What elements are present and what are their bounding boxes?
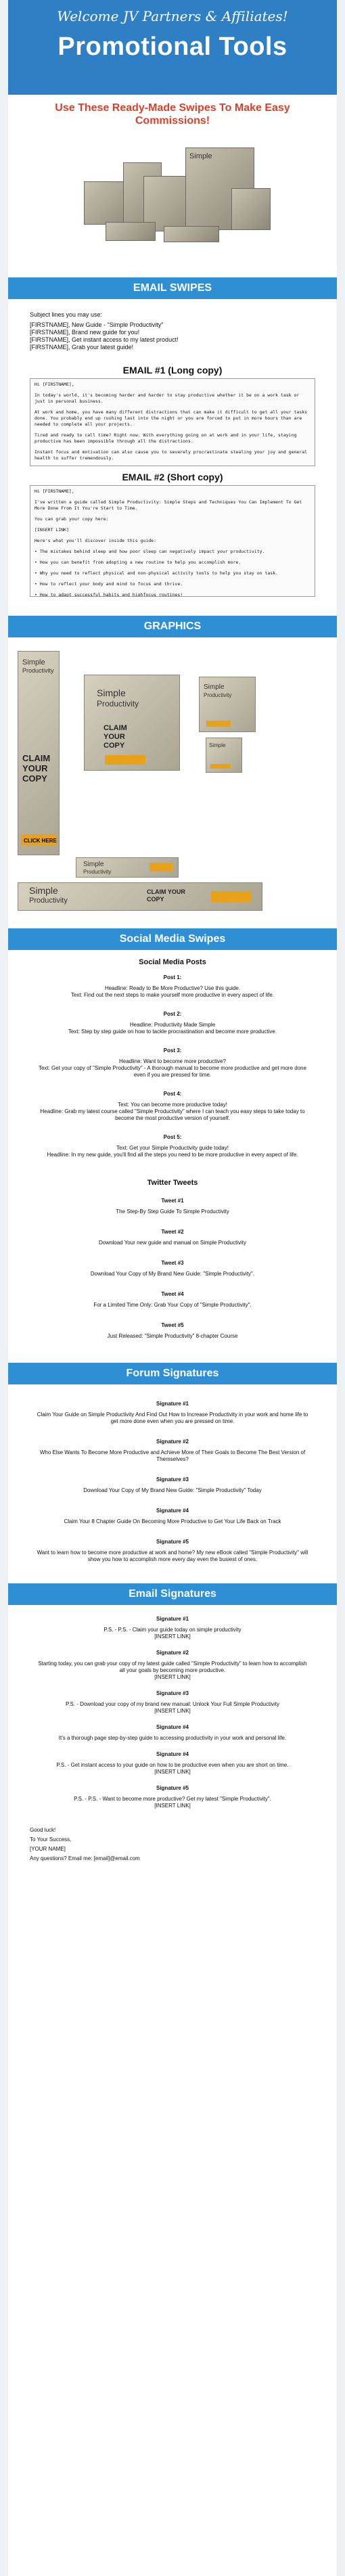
list-item: Signature #4 Claim Your 8 Chapter Guide On Becoming More Productive to Get Your Life Back on Track [64,1508,281,1524]
list-item: Post 3: Headline: Want to become more productive? Text: Get your copy of "Simple Productivity" - A thorough manual to become more productive and get more done even if you are pressed for time. [38,1047,307,1078]
subject-line: [FIRSTNAME], New Guide - "Simple Productivity" [30,321,164,328]
skyscraper-banner[interactable]: Simple Productivity CLAIM YOUR COPY CLICK HERE [18,651,60,855]
list-item: Tweet #2 Download Your new guide and manual on Simple Productivity [99,1229,246,1246]
email2-textarea[interactable]: Hi [FIRSTNAME], I've written a guide called Simple Productivity: Simple Steps and Techniques You Can Implement To Get More Done From It You're Start to Time. You can grab your copy here: [INSERT LINK] Here's what you'll discover inside this guide: • The mistakes behind sleep and how poor sleep can negatively impact your productivity. • How you can benefit from adopting a new routine to help you accomplish more. • Why you need to reflect physical and non-physical activity tools to help you stay on task. • How to reflect your body and mind to focus and thrive. • How to adapt successful habits and highfocus routines! [30,485,315,597]
leaderboard-small-banner[interactable]: Simple Productivity [76,857,179,878]
tweets-list [8,1198,337,1340]
list-item: Signature #2 Starting today, you can grab your copy of my latest guide called "Simple Productivity" to learn how to accomplish all your goals by becoming more productive. [INSERT LINK] [38,1650,307,1680]
footer-line: Any questions? Email me: [email]@email.com [30,1855,140,1861]
small-square-banner[interactable]: Simple [206,738,242,773]
subject-intro: Subject lines you may use: [30,311,103,318]
email1-textarea[interactable]: Hi [FIRSTNAME], In today's world, it's becoming harder and harder to stay productive whether it be on a work task or just in personal business. At work and home, you have many different distractions that can make it difficult to get all your tasks done. You probably end up rushing last into the night or you are forced to put in more hours than are needed to complete all your projects. Tired and ready to call time? Right now. With everything going on at work and in your life, staying productive has been impossible through all the distractions. Instant focus and motivation can also cause you to severely procrastinate stealing your joy and general health to suffer tremendously. [30,378,315,466]
list-item: Post 1: Headline: Ready to Be More Productive? Use this guide. Text: Find out the next steps to make yourself more productive in every aspect of life. [70,974,275,998]
email-signatures-heading: Email Signatures [8,1583,337,1605]
list-item: Signature #4 P.S. - Get instant access to your guide on how to be productive even when you are short on time. [INSERT LINK] [56,1751,289,1775]
page-header [8,0,337,95]
welcome-heading: Welcome JV Partners & Affiliates! [57,8,288,24]
subject-line: [FIRSTNAME], Brand new guide for you! [30,329,140,336]
tweets-title: Twitter Tweets [147,1179,198,1187]
social-posts [8,974,337,1158]
list-item: Signature #3 Download Your Copy of My Brand New Guide: "Simple Productivity" Today [83,1476,262,1493]
product-hero-image [8,134,337,256]
footer-line: [YOUR NAME] [30,1846,66,1852]
footer-line: Good luck! [30,1827,56,1833]
footer [8,1826,337,1863]
graphics-heading: GRAPHICS [8,616,337,637]
subject-line: [FIRSTNAME], Grab your latest guide! [30,344,134,351]
page-subtitle: Use These Ready-Made Swipes To Make Easy Commissions! [55,102,290,127]
social-posts-title: Social Media Posts [139,958,206,966]
email2-title: EMAIL #2 (Short copy) [122,472,223,482]
hero-product-label: Simple [189,152,212,160]
leaderboard-banner[interactable]: Simple Productivity CLAIM YOUR COPY [18,882,262,911]
email1-title: EMAIL #1 (Long copy) [122,365,223,376]
list-item: Signature #5 P.S. - P.S. - Want to become more productive? Get my latest "Simple Productivity". [INSERT LINK] [74,1785,271,1809]
list-item: Signature #3 P.S. - Download your copy of my brand new manual: Unlock Your Full Simple Productivity [INSERT LINK] [65,1690,279,1714]
graphics-area [8,637,337,928]
promo-page [8,0,337,2576]
page-title: Promotional Tools [58,32,288,61]
list-item: Tweet #1 The Step-By Step Guide To Simple Productivity [116,1198,229,1215]
list-item: Signature #5 Want to learn how to become more productive at work and home? My new eBook called "Simple Productivity" will show you how to accomplish more every day even the busiest of ones. [37,1539,308,1562]
email-signatures-list [8,1616,337,1809]
list-item: Tweet #3 Download Your Copy of My Brand New Guide: "Simple Productivity". [90,1260,255,1277]
rectangle-banner-large[interactable]: Simple Productivity CLAIM YOUR COPY [84,675,180,771]
list-item: Tweet #5 Just Released: "Simple Productivity" 8-chapter Course [107,1322,238,1339]
list-item: Post 5: Text: Get your Simple Productivity guide today! Headline: In my new guide, you'll find all the steps you need to be more productive in every aspect of life. [47,1134,298,1158]
list-item: Signature #4 It's a thorough page step-by-step guide to accessing productivity in your work and personal life. [58,1724,287,1741]
list-item: Post 2: Headline: Productivity Made Simple Text: Step by step guide on how to tackle procrastination and become more productive. [68,1011,277,1035]
list-item: Signature #2 Who Else Wants To Become More Productive and Achieve More of Their Goals to Become The Best Version of Themselves? [39,1439,306,1462]
social-heading: Social Media Swipes [8,928,337,950]
email-swipes-heading: EMAIL SWIPES [8,277,337,299]
footer-line: To Your Success, [30,1836,72,1843]
forum-list [8,1401,337,1563]
subject-line: [FIRSTNAME], Get instant access to my latest product! [30,336,179,343]
list-item: Signature #1 Claim Your Guide on Simple Productivity And Find Out How to Increase Productivity in your work and home life to get more done even when you are pressed on time. [37,1401,308,1424]
list-item: Post 4: Text: You can become more productive today! Headline: Grab my latest course called "Simple Productivity" where I can teach you easy steps to take today to become the most productive version of yourself. [40,1091,305,1121]
list-item: Tweet #4 For a Limited Time Only: Grab Your Copy of "Simple Productivity". [93,1291,252,1308]
list-item: Signature #1 P.S. - P.S. - Claim your guide today on simple productivity [INSERT LINK] [104,1616,242,1640]
square-banner[interactable]: Simple Productivity [199,677,256,732]
subject-list [8,321,337,351]
forum-heading: Forum Signatures [8,1363,337,1384]
